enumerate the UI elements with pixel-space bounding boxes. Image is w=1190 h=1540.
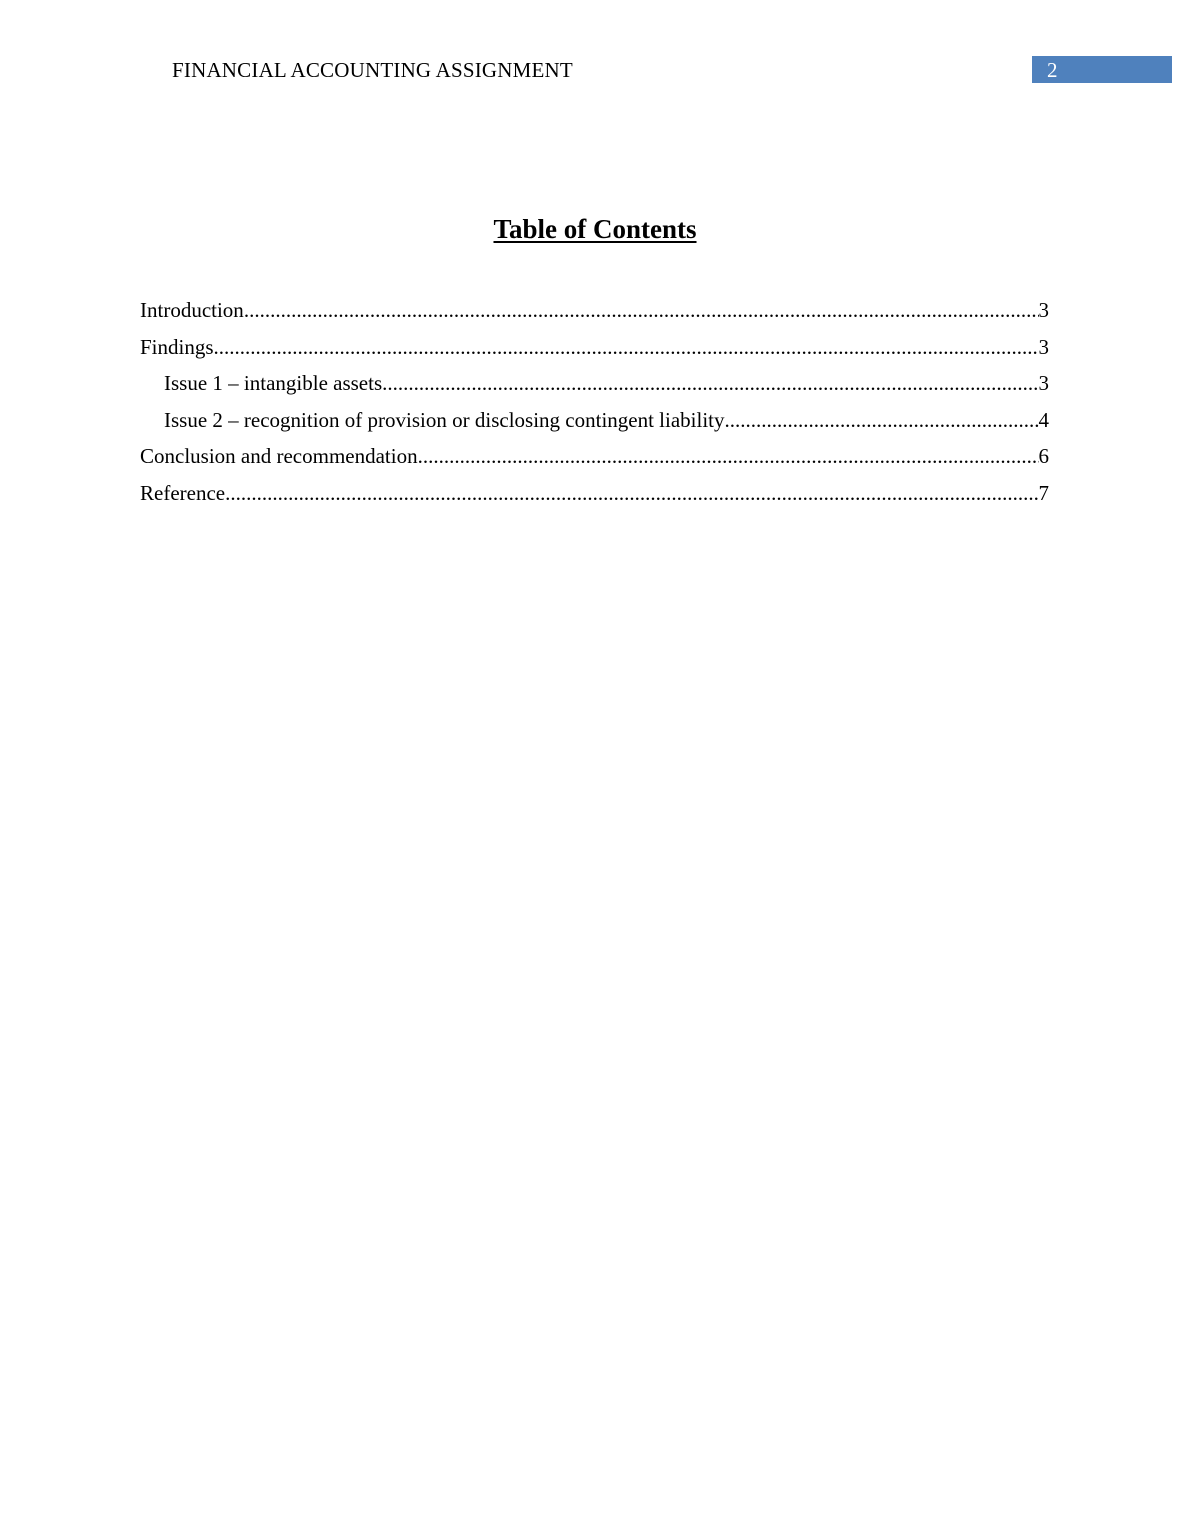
toc-entry-page: 6 — [1038, 444, 1049, 468]
toc-entry-introduction[interactable] — [140, 292, 1049, 329]
toc-entry-page: 3 — [1038, 334, 1049, 359]
page-number-badge — [1032, 56, 1172, 83]
toc-entry-page: 3 — [1038, 298, 1049, 322]
toc-entry-issue-1[interactable] — [140, 365, 1049, 402]
page-header — [0, 56, 1190, 84]
toc-entry-label: Reference — [140, 480, 226, 505]
toc-dot-leader — [244, 292, 1039, 328]
toc-entry-label: Issue 1 – intangible assets — [164, 371, 383, 395]
toc-entry-label: Findings — [140, 334, 214, 359]
toc-dot-leader — [418, 438, 1039, 474]
toc-entry-issue-2[interactable] — [140, 402, 1049, 439]
toc-entry-reference[interactable] — [140, 475, 1049, 512]
toc-title-text: Table of Contents — [493, 214, 697, 244]
toc-dot-leader — [725, 402, 1039, 438]
toc-entry-label: Issue 2 – recognition of provision or disclosing contingent liability — [164, 407, 725, 432]
toc-dot-leader — [382, 365, 1038, 401]
toc-entry-page: 7 — [1038, 480, 1049, 505]
page-number: 2 — [1047, 58, 1058, 82]
toc-entry-findings[interactable] — [140, 329, 1049, 366]
toc-entry-label: Conclusion and recommendation — [140, 444, 418, 468]
toc-entry-conclusion[interactable] — [140, 438, 1049, 475]
header-title: FINANCIAL ACCOUNTING ASSIGNMENT — [172, 58, 573, 82]
toc-title — [0, 212, 1190, 246]
toc-dot-leader — [225, 475, 1038, 511]
toc-entry-label: Introduction — [140, 298, 244, 322]
toc-entry-page: 3 — [1038, 371, 1049, 395]
toc-entry-page: 4 — [1038, 407, 1049, 432]
toc-list — [140, 292, 1049, 511]
toc-dot-leader — [214, 329, 1039, 365]
